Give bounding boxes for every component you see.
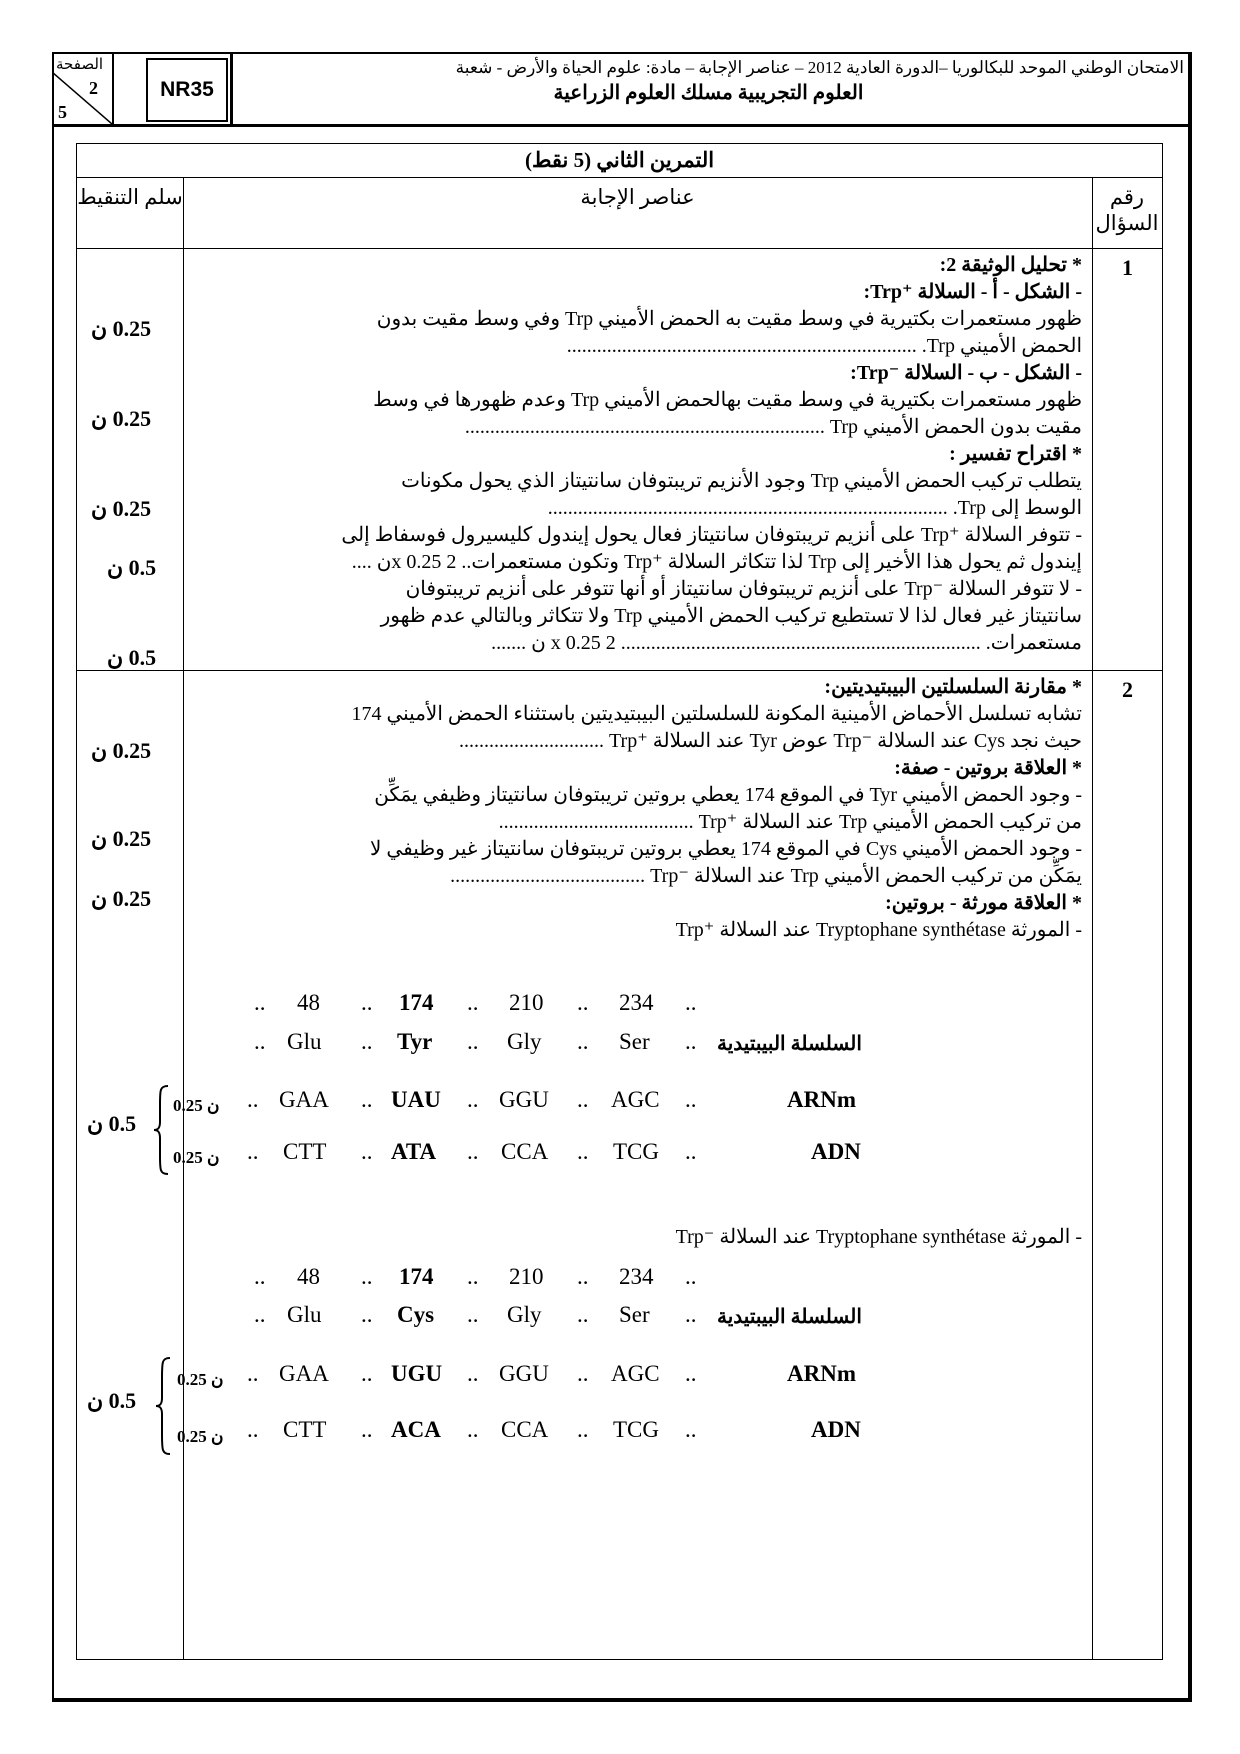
position: 234 (619, 1264, 654, 1289)
dots: .. (247, 1417, 259, 1442)
col-header-score: سلم التنقيط (77, 185, 183, 209)
dots: .. (577, 990, 589, 1015)
dots: .. (467, 1139, 479, 1164)
subject-code: NR35 (146, 58, 228, 122)
codon: UGU (391, 1361, 443, 1386)
score: 0.25 ن (91, 316, 152, 341)
score: 0.25 ن (91, 738, 152, 763)
q1-line: يتطلب تركيب الحمض الأميني Trp وجود الأنزيم تريبتوفان سانتيتاز الذي يحول مكونات (401, 470, 1082, 492)
position: 174 (399, 1264, 434, 1289)
exam-header (52, 52, 1192, 127)
position: 174 (399, 990, 434, 1015)
position: 210 (509, 990, 544, 1015)
sub-score: 0.25 ن (173, 1096, 220, 1115)
q2-line: من تركيب الحمض الأميني Trp عند السلالة ⁺Trp ....................................... (498, 811, 1082, 833)
dots: .. (577, 1302, 589, 1327)
amino-acid: Gly (507, 1029, 542, 1054)
q1-line: - لا تتوفر السلالة ⁻Trp على أنزيم تريبتوفان سانتيتاز أو أنها تتوفر على أنزيم تريبتوفان (405, 578, 1082, 600)
dots: .. (685, 1087, 697, 1112)
score: 0.25 ن (91, 406, 152, 431)
q1-line: الوسط إلى Trp. ................................................................................ (547, 497, 1082, 519)
codon: UAU (391, 1087, 441, 1112)
q2-line: تشابه تسلسل الأحماض الأمينية المكونة للسلسلتين البيبتيديتين باستثناء الحمض الأميني 174 (351, 703, 1082, 725)
codon: ACA (391, 1417, 441, 1442)
sub-score: 0.25 ن (177, 1370, 224, 1389)
codon: CCA (501, 1139, 549, 1164)
label-mrna: ARNm (787, 1087, 856, 1112)
score: 0.5 ن (87, 1388, 137, 1413)
amino-acid: Ser (619, 1302, 650, 1327)
dots: .. (685, 990, 697, 1015)
dots: .. (361, 1361, 373, 1386)
q1-line: ظهور مستعمرات بكتيرية في وسط مقيت به الحمض الأميني Trp وفي وسط مقيت بدون (376, 308, 1082, 330)
sub-score: 0.25 ن (177, 1427, 224, 1446)
curly-brace-icon (153, 1084, 171, 1176)
amino-acid: Glu (287, 1302, 322, 1327)
dots: .. (247, 1087, 259, 1112)
dots: .. (685, 1139, 697, 1164)
codon: AGC (611, 1361, 660, 1386)
dots: .. (685, 1029, 697, 1054)
codon: GAA (279, 1087, 329, 1112)
row-divider (77, 248, 1162, 249)
header-line-2: العلوم التجريبية مسلك العلوم الزراعية (553, 82, 864, 104)
q2-line: - المورثة Tryptophane synthétase عند السلالة ⁻Trp (675, 1226, 1082, 1248)
dots: .. (685, 1302, 697, 1327)
dots: .. (467, 1302, 479, 1327)
dots: .. (467, 1029, 479, 1054)
score: 0.25 ن (91, 886, 152, 911)
dots: .. (685, 1361, 697, 1386)
q2-line: * العلاقة مورثة - بروتين: (885, 892, 1082, 914)
dots: .. (685, 1417, 697, 1442)
position: 48 (297, 990, 320, 1015)
score: 0.5 ن (107, 555, 157, 580)
q1-line: الحمض الأميني Trp. ...................................................................... (566, 335, 1082, 357)
codon: GAA (279, 1361, 329, 1386)
amino-acid: Tyr (397, 1029, 433, 1054)
q2-line: يمَكِّن من تركيب الحمض الأميني Trp عند السلالة ⁻Trp ....................................... (450, 865, 1082, 887)
page-number: 2 (89, 78, 98, 98)
q2-line: حيث نجد Cys عند السلالة ⁻Trp عوض Tyr عند السلالة ⁺Trp ............................. (459, 730, 1082, 752)
label-mrna: ARNm (787, 1361, 856, 1386)
dots: .. (254, 1029, 266, 1054)
q1-line: إيندول ثم يحول هذا الأخير إلى Trp لذا تتكاثر السلالة ⁺Trp وتكون مستعمرات.. 2 x 0.25ن .... (351, 551, 1082, 573)
q1-line: مستعمرات. ........................................................................ 2 x 0.25 ن ....... (491, 632, 1082, 654)
dots: .. (577, 1087, 589, 1112)
answer-table (76, 143, 1163, 1660)
page-total: 5 (58, 102, 67, 122)
dots: .. (361, 1139, 373, 1164)
position: 234 (619, 990, 654, 1015)
q2-line: - وجود الحمض الأميني Tyr في الموقع 174 يعطي بروتين تريبتوفان سانتيتاز وظيفي يمَكِّن (374, 784, 1082, 806)
q1-line: * تحليل الوثيقة 2: (939, 254, 1082, 276)
col-header-answers: عناصر الإجابة (580, 185, 695, 209)
page-number-box (52, 52, 114, 124)
amino-acid: Ser (619, 1029, 650, 1054)
dots: .. (467, 1361, 479, 1386)
label-dna: ADN (811, 1139, 861, 1164)
q2-line: - وجود الحمض الأميني Cys في الموقع 174 يعطي بروتين تريبتوفان سانتيتاز غير وظيفي لا (370, 838, 1082, 860)
curly-brace-icon (155, 1356, 173, 1456)
label-peptide: السلسلة البيبتيدية (717, 1306, 862, 1328)
amino-acid: Glu (287, 1029, 322, 1054)
dots: .. (361, 1029, 373, 1054)
dots: .. (247, 1361, 259, 1386)
row-divider (77, 670, 1162, 671)
dots: .. (361, 1087, 373, 1112)
dots: .. (577, 1264, 589, 1289)
dots: .. (467, 1417, 479, 1442)
q2-line: - المورثة Tryptophane synthétase عند السلالة ⁺Trp (675, 919, 1082, 941)
header-line-1: الامتحان الوطني الموحد للبكالوريا –الدورة العادية 2012 – عناصر الإجابة – مادة: علوم الحياة والأرض - شعبة (455, 58, 1184, 77)
score: 0.25 ن (91, 496, 152, 521)
dots: .. (577, 1361, 589, 1386)
dots: .. (685, 1264, 697, 1289)
q1-line: ظهور مستعمرات بكتيرية في وسط مقيت بهالحمض الأميني Trp وعدم ظهورها في وسط (373, 389, 1082, 411)
dots: .. (254, 1302, 266, 1327)
dots: .. (254, 1264, 266, 1289)
amino-acid: Gly (507, 1302, 542, 1327)
label-dna: ADN (811, 1417, 861, 1442)
header-title (230, 52, 1192, 124)
score: 0.5 ن (87, 1111, 137, 1136)
q1-line: * اقتراح تفسير : (949, 443, 1082, 465)
codon: CTT (283, 1139, 327, 1164)
q2-line: * العلاقة بروتين - صفة: (894, 757, 1082, 779)
exercise-caption: التمرين الثاني (5 نقط) (77, 144, 1162, 178)
position: 210 (509, 1264, 544, 1289)
dots: .. (577, 1139, 589, 1164)
codon: ATA (391, 1139, 437, 1164)
dots: .. (361, 1302, 373, 1327)
dots: .. (361, 1264, 373, 1289)
score: 0.5 ن (107, 645, 157, 670)
codon: GGU (499, 1087, 549, 1112)
codon: CTT (283, 1417, 327, 1442)
position: 48 (297, 1264, 320, 1289)
score: 0.25 ن (91, 826, 152, 851)
q1-line: - الشكل - ب - السلالة ⁻Trp: (850, 362, 1082, 384)
codon: AGC (611, 1087, 660, 1112)
sub-score: 0.25 ن (173, 1148, 220, 1167)
page-label: الصفحة (56, 55, 104, 73)
dots: .. (361, 990, 373, 1015)
dots: .. (577, 1029, 589, 1054)
q1-line: سانتيتاز غير فعال لذا لا تستطيع تركيب الحمض الأميني Trp ولا تتكاثر وبالتالي عدم ظهور (380, 605, 1082, 627)
question-number-2: 2 (1122, 677, 1133, 702)
dots: .. (467, 1087, 479, 1112)
column-divider (1092, 177, 1093, 1659)
codon: TCG (613, 1139, 659, 1164)
q1-line: - تتوفر السلالة ⁺Trp على أنزيم تريبتوفان سانتيتاز فعال يحول إيندول كليسيرول فوسفاط إلى (341, 524, 1082, 546)
col-header-qnum: رقم السؤال (1095, 185, 1159, 235)
q1-line: - الشكل - أ - السلالة ⁺Trp: (863, 281, 1082, 303)
question-number-1: 1 (1122, 255, 1133, 280)
dots: .. (247, 1139, 259, 1164)
q2-line: * مقارنة السلسلتين البيبتيديتين: (824, 676, 1082, 698)
dots: .. (254, 990, 266, 1015)
label-peptide: السلسلة البيبتيدية (717, 1033, 862, 1055)
dots: .. (467, 990, 479, 1015)
amino-acid: Cys (397, 1302, 435, 1327)
codon: GGU (499, 1361, 549, 1386)
dots: .. (467, 1264, 479, 1289)
codon: CCA (501, 1417, 549, 1442)
dots: .. (577, 1417, 589, 1442)
dots: .. (361, 1417, 373, 1442)
q1-line: مقيت بدون الحمض الأميني Trp ........................................................................ (464, 416, 1082, 438)
codon: TCG (613, 1417, 659, 1442)
